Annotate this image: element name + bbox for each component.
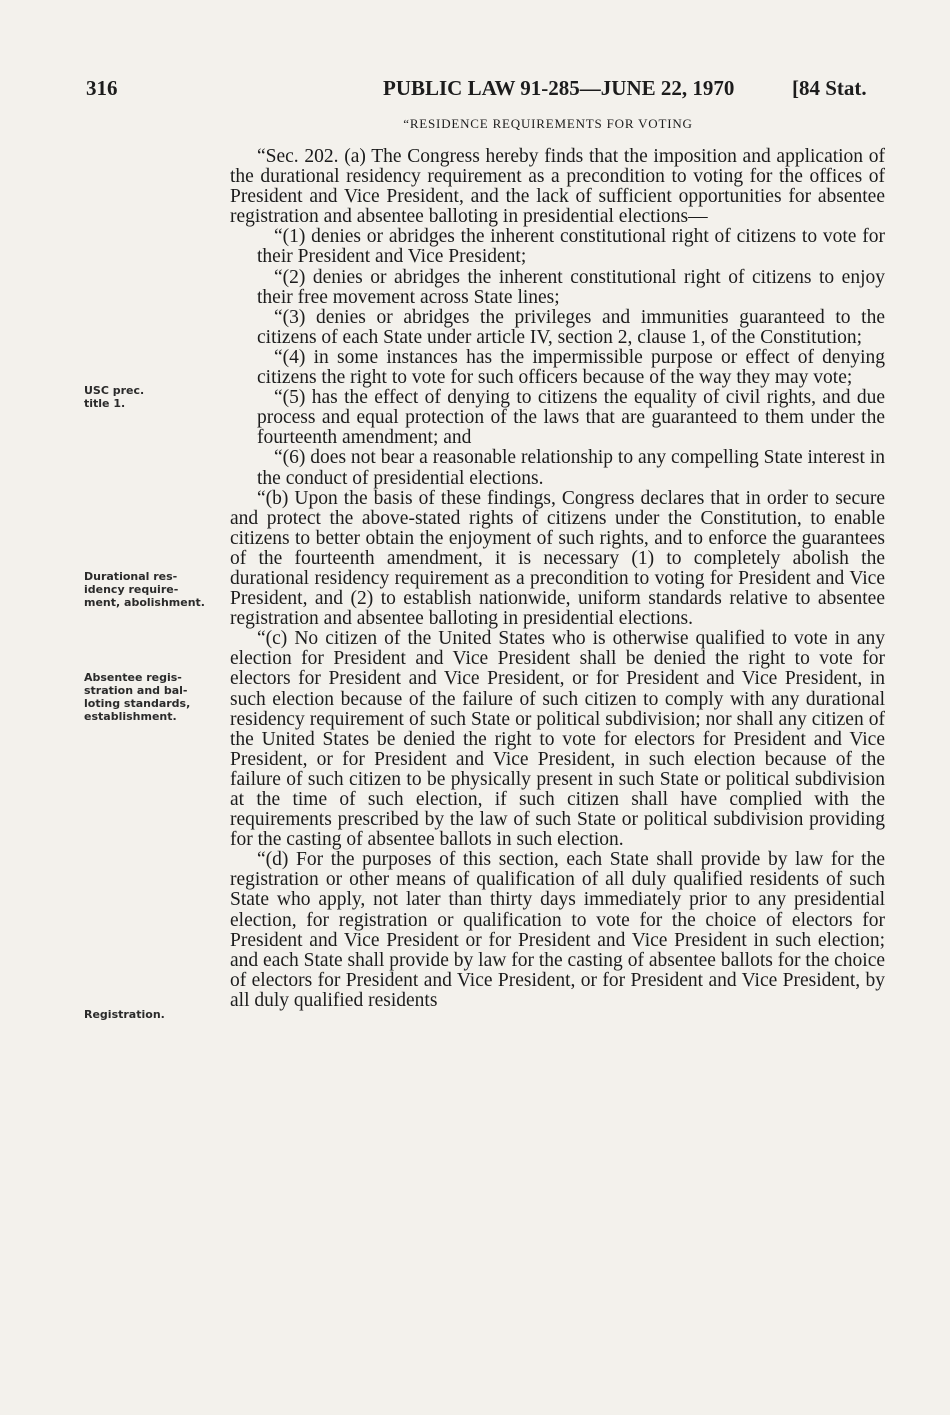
clause-1: “(1) denies or abridges the inherent constitutional right of citizens to vote for their President and Vice President; xyxy=(257,226,885,268)
clause-5: “(5) has the effect of denying to citizens the equality of civil rights, and due process and equal protection of the laws that are guaranteed to them under the fourteenth amendment; and xyxy=(257,387,885,449)
margin-note-line: loting standards, xyxy=(84,697,191,710)
margin-note-absentee xyxy=(84,671,190,723)
margin-note-durational xyxy=(84,570,205,609)
running-title: PUBLIC LAW 91-285—JUNE 22, 1970 xyxy=(383,76,735,100)
clause-4: “(4) in some instances has the impermissible purpose or effect of denying citizens the right to vote for such officers because of the way they may vote; xyxy=(257,346,885,389)
margin-note-line: USC prec. xyxy=(84,384,145,397)
margin-note-line: idency require- xyxy=(84,583,179,596)
margin-note-line: title 1. xyxy=(84,397,126,410)
paragraph-d: “(d) For the purposes of this section, each State shall provide by law for the registration or other means of qualification of all duly qualified residents of such State who apply, not later than thirty days immediately prior to any presidential election, for registration or qualification to vote for the choice of electors for President and Vice President or for President and Vice President in such election; and each State shall provide by law for the casting of absentee ballots for the choice of electors for President and Vice President, or for President and Vice President, by all duly qualified residents xyxy=(230,849,885,1011)
paragraph-b: “(b) Upon the basis of these findings, Congress declares that in order to secure and protect the above-stated rights of citizens under the Constitution, to enable citizens to better obtain the enjoyment of such rights, and to enforce the guarantees of the fourteenth amendment, it is necessary (1) to completely abolish the durational residency requirement as a precondition to voting for President and Vice President, and (2) to establish nationwide, uniform standards relative to absentee registration and absentee balloting in presidential elections. xyxy=(230,487,885,630)
margin-note-line: Durational res- xyxy=(84,570,178,583)
section-heading: “RESIDENCE REQUIREMENTS FOR VOTING xyxy=(403,116,693,131)
running-header xyxy=(0,76,950,106)
margin-note-registration xyxy=(84,1008,165,1021)
statute-body xyxy=(230,147,885,1011)
margin-note-line: establishment. xyxy=(84,710,177,723)
paragraph-c: “(c) No citizen of the United States who is otherwise qualified to vote in any election for President and Vice President shall be denied the right to vote for electors for President and Vice President, or for President and Vice President, in such election because of the failure of such citizen to comply with any durational residency requirement of such State or political subdivision; nor shall any citizen of the United States be denied the right to vote for electors for President and Vice President, or for President and Vice President, in such election because of the failure of such citizen to be physically present in such State or political subdivision at the time of such election, if such citizen shall have complied with the requirements prescribed by the law of such State or political subdivision providing for the casting of absentee ballots in such election. xyxy=(230,628,885,851)
paragraph-sec-202-a: “Sec. 202. (a) The Congress hereby finds that the imposition and application of the durational residency requirement as a precondition to voting for the offices of President and Vice President, and the lack of sufficient opportunities for absentee registration and absentee balloting in presidential elections— xyxy=(230,146,885,228)
statute-reference: [84 Stat. xyxy=(792,76,867,100)
page-number: 316 xyxy=(86,76,118,100)
margin-note-usc xyxy=(84,384,144,410)
clause-2: “(2) denies or abridges the inherent constitutional right of citizens to enjoy their free movement across State lines; xyxy=(257,266,885,308)
margin-note-line: Registration. xyxy=(84,1008,165,1021)
margin-note-line: Absentee regis- xyxy=(84,671,182,684)
margin-note-line: stration and bal- xyxy=(84,684,188,697)
clause-3: “(3) denies or abridges the privileges and immunities guaranteed to the citizens of each State under article IV, section 2, clause 1, of the Constitution; xyxy=(257,306,885,348)
margin-note-line: ment, abolishment. xyxy=(84,596,205,609)
clause-6: “(6) does not bear a reasonable relationship to any compelling State interest in the conduct of presidential elections. xyxy=(257,447,885,489)
